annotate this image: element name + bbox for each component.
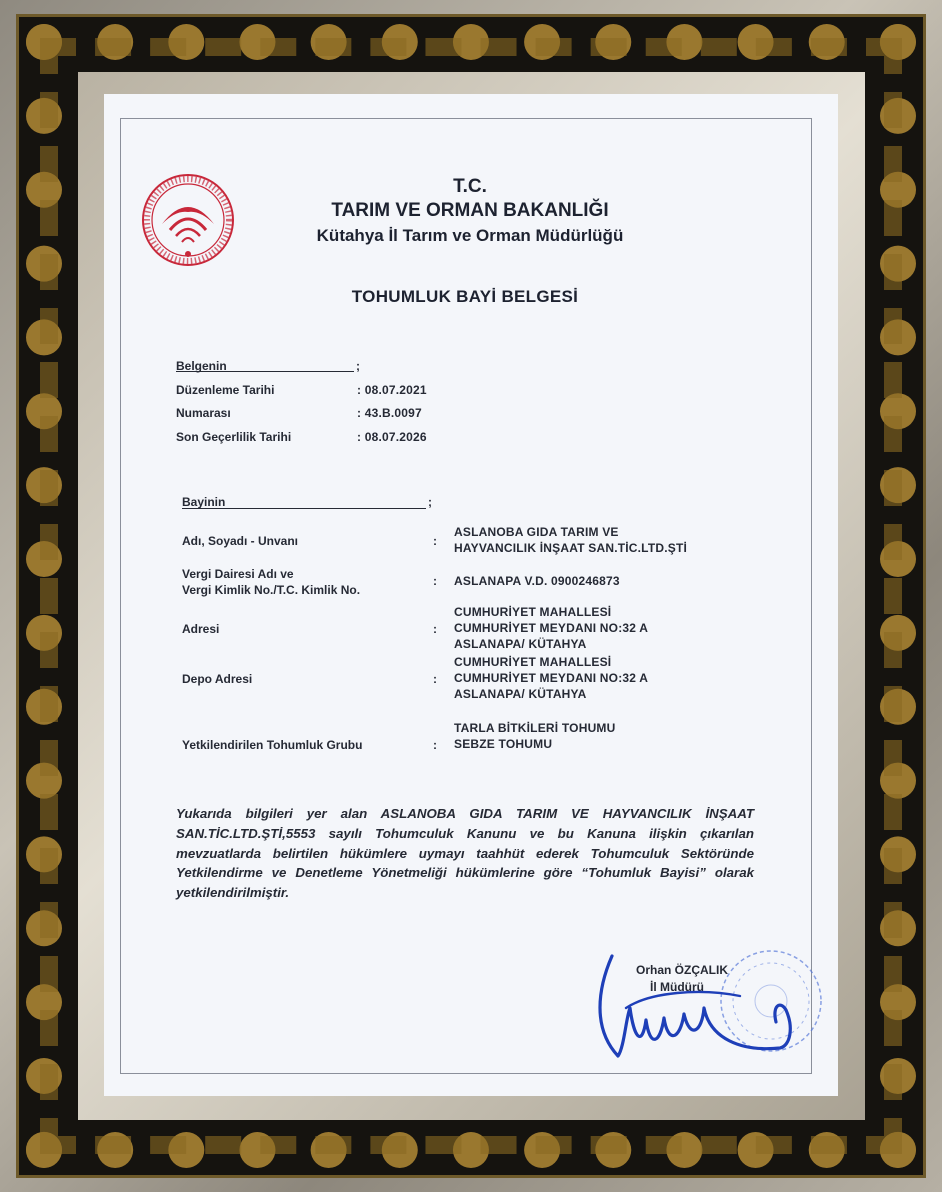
certificate-heading: Belgenin bbox=[176, 359, 227, 373]
dealer-name-label: Adı, Soyadı - Unvanı bbox=[182, 534, 299, 548]
depot-address-colon: : bbox=[433, 672, 437, 686]
tax-value: ASLANAPA V.D. 0900246873 bbox=[454, 574, 620, 588]
issue-date-label: Düzenleme Tarihi bbox=[176, 383, 275, 397]
certificate-heading-underline bbox=[176, 371, 354, 372]
certificate-heading-suffix: ; bbox=[356, 359, 360, 373]
signatory-title: İl Müdürü bbox=[650, 980, 704, 994]
issue-date-value: : 08.07.2021 bbox=[357, 383, 427, 397]
tax-colon: : bbox=[433, 574, 437, 588]
dealer-heading: Bayinin bbox=[182, 495, 226, 509]
header-directorate: Kütahya İl Tarım ve Orman Müdürlüğü bbox=[316, 226, 624, 245]
seed-group-value: TARLA BİTKİLERİ TOHUMU SEBZE TOHUMU bbox=[454, 721, 616, 751]
handwritten-signature-icon bbox=[590, 948, 800, 1068]
number-value: : 43.B.0097 bbox=[357, 406, 422, 420]
depot-address-label: Depo Adresi bbox=[182, 672, 253, 686]
seed-group-label: Yetkilendirilen Tohumluk Grubu bbox=[182, 738, 363, 752]
dealer-name-colon: : bbox=[433, 534, 437, 548]
header-ministry: TARIM VE ORMAN BAKANLIĞI bbox=[331, 200, 609, 221]
address-label: Adresi bbox=[182, 622, 220, 636]
seed-group-colon: : bbox=[433, 738, 437, 752]
expiry-date-label: Son Geçerlilik Tarihi bbox=[176, 430, 292, 444]
number-label: Numarası bbox=[176, 406, 231, 420]
ministry-emblem-icon bbox=[140, 172, 236, 268]
address-colon: : bbox=[433, 622, 437, 636]
expiry-date-value: : 08.07.2026 bbox=[357, 430, 427, 444]
dealer-heading-underline bbox=[182, 508, 426, 509]
depot-address-value: CUMHURİYET MAHALLESİ CUMHURİYET MEYDANI NO:32 A ASLANAPA/ KÜTAHYA bbox=[454, 655, 649, 701]
authorization-statement: Yukarıda bilgileri yer alan ASLANOBA GIDA TARIM VE HAYVANCILIK İNŞAAT SAN.TİC.LTD.ŞTİ,5553 sayılı Tohumculuk Kanunu ve bu Kanuna ilişkin çıkarılan mevzuatlarda belirtilen hükümlere uymayı taahhüt ederek Tohumculuk Sektöründe Yetkilendirme ve Denetleme Yönetmeliği hükümlerine göre “Tohumluk Bayisi” olarak yetkilendirilmiştir. bbox=[176, 806, 754, 901]
dealer-heading-suffix: ; bbox=[428, 495, 432, 509]
document-title: TOHUMLUK BAYİ BELGESİ bbox=[351, 287, 579, 306]
header-tc: T.C. bbox=[453, 176, 487, 197]
signatory-name: Orhan ÖZÇALIK bbox=[636, 963, 728, 977]
dealer-name-value: ASLANOBA GIDA TARIM VE HAYVANCILIK İNŞAAT SAN.TİC.LTD.ŞTİ bbox=[454, 525, 688, 555]
address-value: CUMHURİYET MAHALLESİ CUMHURİYET MEYDANI NO:32 A ASLANAPA/ KÜTAHYA bbox=[454, 605, 649, 651]
tax-label: Vergi Dairesi Adı ve Vergi Kimlik No./T.C. Kimlik No. bbox=[182, 567, 361, 597]
